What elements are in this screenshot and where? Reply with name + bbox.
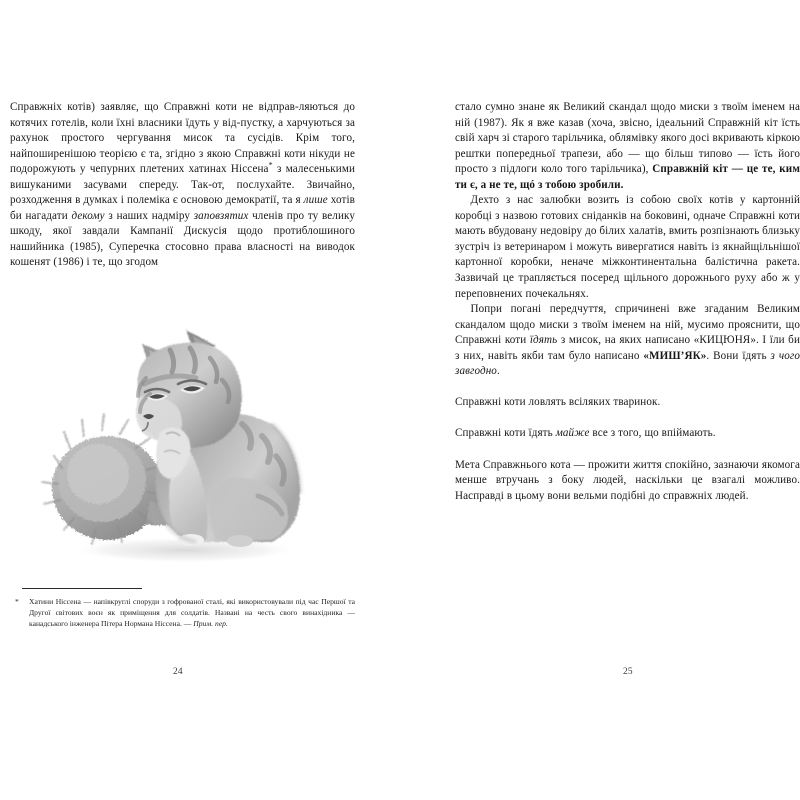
left-page-body-text [10,100,355,271]
footnote-rule [22,588,142,589]
cat-rear-paw [227,535,253,547]
page-number-left: 24 [173,667,183,677]
footnote-reference-mark: * [268,160,273,170]
footnote-paragraph: Хатини Ніссена — напівкруглі споруди з гофрованої сталі, які використовували під час Першої та Другої світових воєн як приміщення для солдатів. Названі на честь свого винахідника — канадського інженера Пітера Нормана Ніссена. — Прим. пер. [29,597,355,629]
footnote-text [29,596,355,630]
paragraph: Справжні коти ловлять всіляких тваринок. [455,396,661,409]
left-page [10,100,355,700]
paragraph: стало сумно знане як Великий скандал щодо миски з твоїм іменем на ній (1987). Як я вже казав (хоча, звісно, ідеальний Справжній кіт їсть свій харч зі старого тарільчика, облямівку якого досі вкривають кіркою рештки попередньої трапези, або — що більш типово — їсть його просто з підлоги коло того тарільчика), Справжній кіт — це те, ким ти є, а не те, щó з тобою зробили. [455,101,800,191]
page-number-right: 25 [623,667,633,677]
cat-illustration-svg [10,328,355,578]
paragraph: Дехто з нас залюбки возить із собою своїх котів у картонній коробці з назвою готових сніданків на боковині, одначе Справжні коти мають вбудовану недовіру до білих халатів, вмить розпізнають близьку зустріч із ветеринаром і можуть вивергатися навіть із якнайщільнішої картонної коробки, неначе міжконтинентальна балістична ракета. Зазвичай це трапляється посеред щільного дорожнього руху або ж у переповнених почекальнях. [455,194,800,300]
footnote-block [12,588,355,630]
paragraph: Попри погані передчуття, спричинені вже згаданим Великим скандалом щодо миски з твоїм іменем на ній, мусимо прояснити, що Справжні коти їдять з мисок, на яких написано «КИЦЮНЯ». І їли би з них, навіть якби там було написано «МИШ’ЯК». Вони їдять з чого завгодно. [455,303,800,378]
footnote-marker: * [15,597,19,606]
paragraph: Справжніх котів) заявляє, що Справжні коти не відправ‑ляються до котячих готелів, коли їхні власники їдуть у від‑пустку, а харчуються за рахунок простого чергування мисок та сусідів. Крім того, найпоширенішою теорією є та, згідно з якою Справжні коти нікуди не подорожують у чепурних плетених хатинах Ніссена* з малесенькими вишуканими засувами спереду. Так‑от, послухайте. Звичайно, розходження в думках і полеміка є основою демократії, та я лише хотів би нагадати декому з наших надміру заповзятих членів про ту велику шкоду, якої завдали Кампанії Дискусія щодо протиблошиного нашийника (1985), Суперечка стосовно права власності на виводок кошенят (1986) і те, що згодом [10,101,355,269]
cat-head [136,330,242,448]
right-page-body-text [455,100,800,504]
paragraph: Мета Справжнього кота — прожити життя спокійно, зазнаючи якомога менше втручань з боку людей, наскільки це взагалі можливо. Насправді в цьому вони вельми подібні до справжніх людей. [455,458,800,502]
paragraph: Справжні коти їдять майже все з того, що впіймають. [455,427,716,440]
right-page [455,100,800,700]
grumpy-grey-cat-illustration [10,328,355,578]
